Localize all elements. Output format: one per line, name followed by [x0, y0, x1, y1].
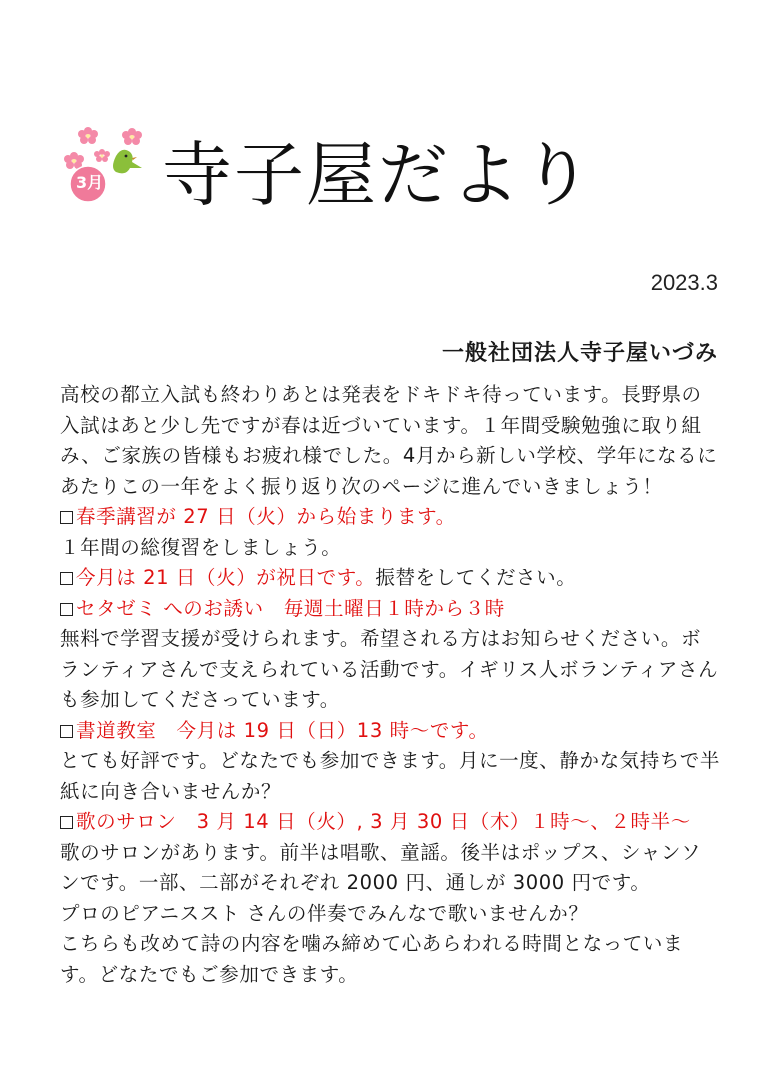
- checkbox-icon: [60, 572, 73, 585]
- newsletter-title: 寺子屋だより: [162, 134, 594, 216]
- item-text: こちらも改めて詩の内容を噛み締めて心あらわれる時間となっています。どなたでもご参加できます。: [60, 932, 684, 986]
- item-setazemi: [60, 594, 720, 625]
- issue-date: 2023.3: [650, 270, 718, 295]
- header: [60, 118, 700, 228]
- checkbox-icon: [60, 603, 73, 616]
- checkbox-icon: [60, 725, 73, 738]
- item-text: 振替をしてください。: [375, 566, 577, 589]
- item-text: 歌のサロンがあります。前半は唱歌、童謡。後半はポップス、シャンソンです。一部、二部がそれぞれ 2000 円、通しが 3000 円です。: [60, 840, 702, 894]
- checkbox-icon: [60, 816, 73, 829]
- item-heading: 書道教室 今月は 19 日（日）13 時～です。: [76, 718, 489, 742]
- item-holiday: [60, 563, 720, 594]
- march-badge-icon: [60, 118, 156, 208]
- item-heading: 歌のサロン 3 月 14 日（火）, 3 月 30 日（木）１時～、２時半～: [76, 810, 691, 833]
- badge-month-text: 3月: [76, 173, 104, 192]
- item-spring-course: [60, 502, 720, 533]
- item-text: 無料で学習支援が受けられます。希望される方はお知らせください。ボランティアさんで支えられている活動です。イギリス人ボランティアさんも参加してくださっています。: [60, 627, 719, 711]
- item-calligraphy: [60, 716, 720, 747]
- item-heading: 春季講習が 27 日（火）から始まります。: [76, 505, 456, 528]
- organization-name: 一般社団法人寺子屋いづみ: [441, 341, 718, 366]
- newsletter-body: [60, 380, 720, 990]
- checkbox-icon: [60, 511, 73, 524]
- item-song-salon: [60, 807, 720, 838]
- intro-paragraph: 高校の都立入試も終わりあとは発表をドキドキ待っています。長野県の入試はあと少し先ですが春は近づいています。１年間受験勉強に取り組み、ご家族の皆様もお疲れ様でした。4月から新しい学校、学年になるにあたりこの一年をよく振り返り次のページに進んでいきましょう！: [60, 383, 718, 498]
- item-text: プロのピアニススト さんの伴奏でみんなで歌いませんか？: [60, 901, 589, 925]
- item-heading: セタゼミ へのお誘い 毎週土曜日１時から３時: [76, 596, 505, 620]
- item-heading: 今月は 21 日（火）が祝日です。: [76, 566, 376, 589]
- item-text: １年間の総復習をしましょう。: [60, 535, 342, 559]
- item-text: とても好評です。どなたでも参加できます。月に一度、静かな気持ちで半紙に向き合いませんか？: [60, 749, 720, 803]
